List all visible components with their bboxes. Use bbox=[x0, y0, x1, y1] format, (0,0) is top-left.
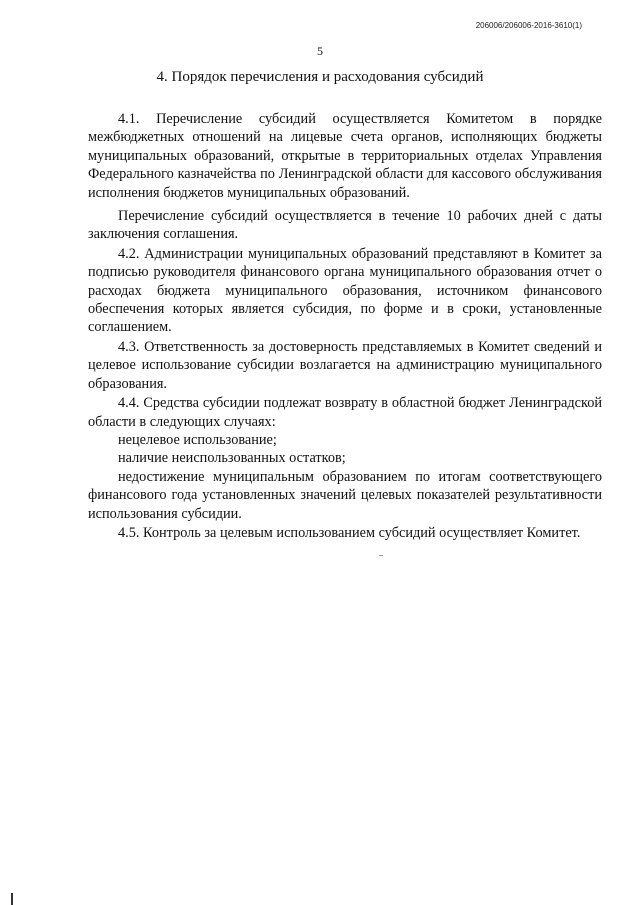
document-body bbox=[88, 110, 602, 542]
paragraph-4-2: 4.2. Администрации муниципальных образований представляют в Комитет за подписью руководителя финансового органа муниципального образования отчет о расходах бюджета муниципального образования, источником финансового обеспечения которых является субсидия, по форме и в сроки, установленные соглашением. bbox=[88, 245, 602, 336]
paragraph-4-1: 4.1. Перечисление субсидий осуществляется Комитетом в порядке межбюджетных отношений на лицевые счета органов, исполняющих бюджеты муниципальных образований, открытые в территориальных отделах Управления Федерального казначейства по Ленинградской области для кассового обслуживания исполнения бюджетов муниципальных образований. bbox=[88, 111, 602, 201]
paragraph-4-4: 4.4. Средства субсидии подлежат возврату в областной бюджет Ленинградской области в следующих случаях: bbox=[88, 395, 602, 430]
page-number: 5 bbox=[317, 44, 323, 58]
scan-mark bbox=[379, 555, 383, 556]
paragraph-transfer-term: Перечисление субсидий осуществляется в течение 10 рабочих дней с даты заключения соглашения. bbox=[88, 208, 602, 243]
list-item-misuse: нецелевое использование; bbox=[118, 431, 277, 448]
paragraph-4-5: 4.5. Контроль за целевым использованием субсидий осуществляет Комитет. bbox=[118, 524, 581, 541]
section-title: 4. Порядок перечисления и расходования субсидий bbox=[156, 69, 484, 85]
document-id: 206006/206006-2016-3610(1) bbox=[475, 21, 582, 30]
list-item-unused-balances: наличие неиспользованных остатков; bbox=[118, 450, 346, 467]
scan-edge-mark bbox=[11, 893, 13, 905]
paragraph-4-3: 4.3. Ответственность за достоверность представляемых в Комитет сведений и целевое использование субсидии возлагается на администрацию муниципального образования. bbox=[88, 338, 602, 392]
list-item-targets-not-met: недостижение муниципальным образованием по итогам соответствующего финансового года установленных значений целевых показателей результативности использования субсидии. bbox=[88, 468, 602, 522]
